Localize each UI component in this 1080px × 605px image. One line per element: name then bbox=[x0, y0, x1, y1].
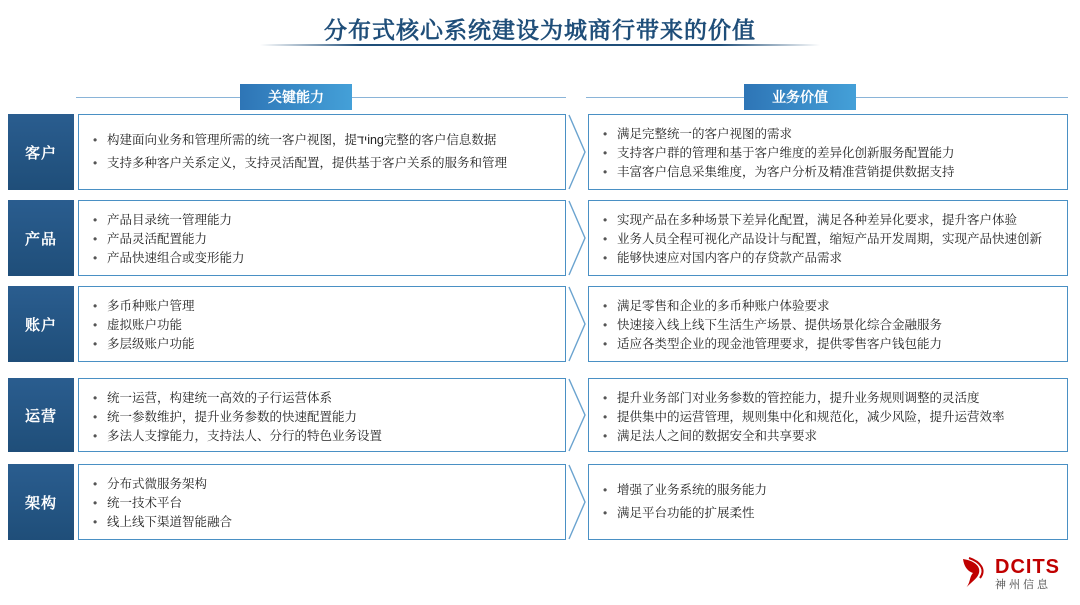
bullet-dot-icon: • bbox=[603, 299, 608, 313]
panel-right-1 bbox=[588, 114, 1068, 190]
flow-arrow-4 bbox=[568, 378, 586, 452]
bullet-item bbox=[93, 232, 555, 247]
flow-arrow-2 bbox=[568, 200, 586, 276]
bullet-item bbox=[603, 483, 1057, 498]
bullet-dot-icon: • bbox=[93, 429, 98, 443]
bullet-item bbox=[93, 337, 555, 352]
header-rule-right-b bbox=[856, 97, 1068, 98]
bullet-text: 业务人员全程可视化产品设计与配置，缩短产品开发周期，实现产品快速创新 bbox=[617, 232, 1043, 246]
bullet-dot-icon: • bbox=[93, 133, 98, 147]
bullet-text: 产品灵活配置能力 bbox=[107, 232, 208, 246]
bullet-dot-icon: • bbox=[93, 410, 98, 424]
bullet-text: 能够快速应对国内客户的存贷款产品需求 bbox=[617, 251, 843, 265]
header-rule-left-b bbox=[352, 97, 566, 98]
bullet-item bbox=[93, 133, 555, 148]
bullet-item bbox=[603, 337, 1057, 352]
flow-arrow-1 bbox=[568, 114, 586, 190]
bullet-item bbox=[603, 318, 1057, 333]
bullet-text: 多法人支撑能力，支持法人、分行的特色业务设置 bbox=[107, 429, 383, 443]
panel-left-2 bbox=[78, 200, 566, 276]
bullet-text: 统一运营，构建统一高效的子行运营体系 bbox=[107, 391, 333, 405]
header-rule-right-a bbox=[586, 97, 746, 98]
bullet-item bbox=[603, 391, 1057, 406]
bullet-item bbox=[93, 429, 555, 444]
bullet-text: 增强了业务系统的服务能力 bbox=[617, 483, 768, 497]
panel-right-5 bbox=[588, 464, 1068, 540]
flow-arrow-3 bbox=[568, 286, 586, 362]
bullet-dot-icon: • bbox=[93, 477, 98, 491]
row-label-3 bbox=[8, 286, 74, 362]
bullet-item bbox=[603, 429, 1057, 444]
page-title bbox=[0, 12, 1080, 45]
bullet-item bbox=[603, 232, 1057, 247]
bullet-text: 满足零售和企业的多币种账户体验要求 bbox=[617, 299, 830, 313]
row-label-text: 产品 bbox=[24, 230, 57, 248]
bullet-dot-icon: • bbox=[603, 232, 608, 246]
row-label-5 bbox=[8, 464, 74, 540]
bullet-item bbox=[603, 251, 1057, 266]
bullet-text: 统一技术平台 bbox=[107, 496, 183, 510]
bullet-text: 支持客户群的管理和基于客户维度的差异化创新服务配置能力 bbox=[617, 146, 955, 160]
row-label-text: 运营 bbox=[24, 407, 57, 425]
bullet-item bbox=[603, 299, 1057, 314]
column-header-key-capability: 关键能力 bbox=[240, 84, 352, 110]
bullet-dot-icon: • bbox=[603, 146, 608, 160]
bullet-dot-icon: • bbox=[93, 156, 98, 170]
bullet-dot-icon: • bbox=[93, 496, 98, 510]
bullet-item bbox=[93, 299, 555, 314]
bullet-item bbox=[603, 127, 1057, 142]
brand-name: DCITS bbox=[995, 556, 1060, 578]
bullet-text: 线上线下渠道智能融合 bbox=[107, 515, 233, 529]
bullet-text: 虚拟账户功能 bbox=[107, 318, 183, 332]
bullet-item bbox=[603, 506, 1057, 521]
panel-right-2 bbox=[588, 200, 1068, 276]
bullet-dot-icon: • bbox=[603, 410, 608, 424]
bullet-dot-icon: • bbox=[93, 391, 98, 405]
bullet-item bbox=[93, 477, 555, 492]
page-title-text: 分布式核心系统建设为城商行带来的价值 bbox=[324, 17, 756, 43]
bullet-text: 满足完整统一的客户视图的需求 bbox=[617, 127, 793, 141]
title-divider bbox=[260, 44, 820, 46]
bullet-item bbox=[93, 213, 555, 228]
bullet-dot-icon: • bbox=[603, 483, 608, 497]
bullet-dot-icon: • bbox=[603, 127, 608, 141]
bullet-text: 快速接入线上线下生活生产场景、提供场景化综合金融服务 bbox=[617, 318, 943, 332]
row-label-text: 账户 bbox=[24, 316, 57, 334]
panel-left-3 bbox=[78, 286, 566, 362]
bullet-item bbox=[603, 165, 1057, 180]
bullet-dot-icon: • bbox=[93, 232, 98, 246]
bullet-text: 提升业务部门对业务参数的管控能力，提升业务规则调整的灵活度 bbox=[617, 391, 980, 405]
bullet-text: 多币种账户管理 bbox=[107, 299, 195, 313]
row-label-4 bbox=[8, 378, 74, 452]
bullet-dot-icon: • bbox=[603, 318, 608, 332]
bullet-text: 满足平台功能的扩展柔性 bbox=[617, 506, 755, 520]
panel-left-1 bbox=[78, 114, 566, 190]
bullet-item bbox=[603, 213, 1057, 228]
bullet-text: 构建面向业务和管理所需的统一客户视图，提ידing完整的客户信息数据 bbox=[107, 133, 497, 147]
bullet-item bbox=[93, 156, 555, 171]
bullet-text: 满足法人之间的数据安全和共享要求 bbox=[617, 429, 818, 443]
bullet-item bbox=[93, 251, 555, 266]
header-rule-left-a bbox=[76, 97, 242, 98]
bullet-dot-icon: • bbox=[93, 251, 98, 265]
bullet-dot-icon: • bbox=[603, 337, 608, 351]
bullet-text: 产品快速组合或变形能力 bbox=[107, 251, 245, 265]
bullet-text: 产品目录统一管理能力 bbox=[107, 213, 233, 227]
bullet-item bbox=[603, 410, 1057, 425]
bullet-item bbox=[93, 496, 555, 511]
bullet-dot-icon: • bbox=[603, 165, 608, 179]
bullet-text: 支持多种客户关系定义，支持灵活配置，提供基于客户关系的服务和管理 bbox=[107, 156, 508, 170]
bullet-dot-icon: • bbox=[93, 515, 98, 529]
bullet-dot-icon: • bbox=[93, 299, 98, 313]
bullet-dot-icon: • bbox=[93, 337, 98, 351]
bullet-text: 分布式微服务架构 bbox=[107, 477, 208, 491]
bullet-dot-icon: • bbox=[603, 506, 608, 520]
bullet-item bbox=[93, 391, 555, 406]
bullet-dot-icon: • bbox=[93, 213, 98, 227]
bullet-text: 多层级账户功能 bbox=[107, 337, 195, 351]
bullet-item bbox=[603, 146, 1057, 161]
panel-left-4 bbox=[78, 378, 566, 452]
bullet-text: 丰富客户信息采集维度，为客户分析及精准营销提供数据支持 bbox=[617, 165, 955, 179]
dcits-logo-icon bbox=[959, 557, 989, 591]
brand-text bbox=[995, 557, 1060, 591]
bullet-dot-icon: • bbox=[603, 391, 608, 405]
bullet-item bbox=[93, 318, 555, 333]
bullet-dot-icon: • bbox=[603, 213, 608, 227]
row-label-2 bbox=[8, 200, 74, 276]
bullet-item bbox=[93, 515, 555, 530]
flow-arrow-5 bbox=[568, 464, 586, 540]
bullet-item bbox=[93, 410, 555, 425]
panel-right-3 bbox=[588, 286, 1068, 362]
bullet-text: 适应各类型企业的现金池管理要求，提供零售客户钱包能力 bbox=[617, 337, 943, 351]
bullet-dot-icon: • bbox=[603, 251, 608, 265]
column-header-business-value: 业务价值 bbox=[744, 84, 856, 110]
row-label-text: 客户 bbox=[24, 144, 57, 162]
panel-right-4 bbox=[588, 378, 1068, 452]
bullet-text: 统一参数维护，提升业务参数的快速配置能力 bbox=[107, 410, 358, 424]
bullet-dot-icon: • bbox=[603, 429, 608, 443]
bullet-text: 提供集中的运营管理，规则集中化和规范化，减少风险，提升运营效率 bbox=[617, 410, 1005, 424]
row-label-1 bbox=[8, 114, 74, 190]
bullet-text: 实现产品在多种场景下差异化配置，满足各种差异化要求，提升客户体验 bbox=[617, 213, 1018, 227]
brand-subname: 神州信息 bbox=[995, 579, 1051, 591]
panel-left-5 bbox=[78, 464, 566, 540]
brand-logo bbox=[959, 557, 1060, 591]
bullet-dot-icon: • bbox=[93, 318, 98, 332]
row-label-text: 架构 bbox=[24, 494, 57, 512]
